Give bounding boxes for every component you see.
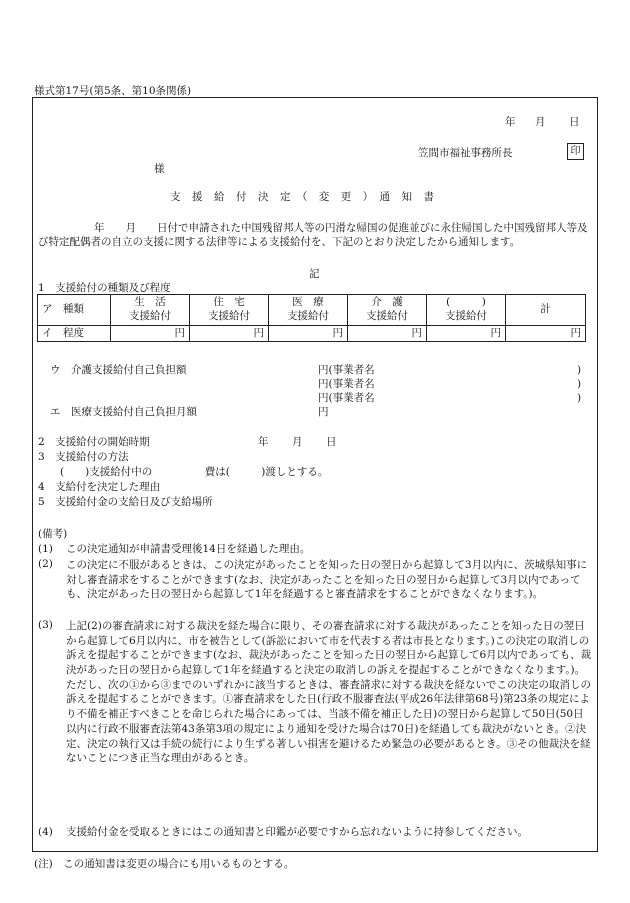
form-number-label: 様式第17号(第5条、第10条関係): [34, 85, 192, 97]
start-year: 年: [258, 436, 269, 448]
degree-total-yen: 円: [506, 326, 586, 342]
footnote: (注) この通知書は変更の場合にも用いるものとする。: [34, 858, 295, 870]
date-line: [505, 116, 580, 130]
col-living: 生 活 支援給付: [111, 295, 190, 326]
start-month: 月: [292, 436, 303, 448]
note-3: (3) 上記(2)の審査請求に対する裁決を経た場合に限り、その審査請求に対する裁決があったことを知った日の翌日から起算して6月以内に、市を被告として(訴訟において市を代表する者は市長となります。)この決定の取消しの訴えを提起することができます(なお、裁決があったことを知った日の翌日から起算して6月以内であっても、裁決があった日の翌日から起算して1年を経過すると決定の取消しの訴えを提起することができなくなります。)。ただし、次の①から③までのいずれかに該当するときは、審査請求に対する裁決を経ないでこの決定の取消しの訴えを提起することができます。①審査請求をした日(行政不服審査法(平成26年法律第68号)第23条の規定により不備を補正すべきことを命じられた場合にあっては、当該不備を補正した日)の翌日から起算して50日(50日以内に行政不服審査法第43条第3項の規定により通知を受けた場合は70日)を経過しても裁決がないとき。②決定、決定の執行又は手続の続行により生ずる著しい損害を避けるため緊急の必要があるとき。③その他裁決を経ないことにつき正当な理由があるとき。: [38, 619, 592, 765]
medical-copay-label: エ 医療支援給付自己負担月額: [50, 406, 197, 418]
ki-heading: 記: [309, 268, 320, 280]
col-medical: 医 療 支援給付: [269, 295, 348, 326]
section-3-label: 3 支援給付の方法: [38, 451, 129, 463]
col-housing: 住 宅 支援給付: [190, 295, 269, 326]
care-copay-label: ウ 介護支援給付自己負担額: [50, 364, 187, 376]
note-4: (4) 支援給付金を受取るときにはこの通知書と印鑑が必要ですから忘れないように持参してください。: [38, 826, 528, 838]
section-4-label: 4 支給付を決定した理由: [38, 481, 161, 493]
col-other: ( ) 支援給付: [427, 295, 506, 326]
col-total: 計: [506, 295, 586, 326]
benefit-table: [37, 294, 586, 342]
note-2: (2) この決定に不服があるときは、この決定があったことを知った日の翌日から起算して3月以内に、茨城県知事に対し審査請求をすることができます(なお、決定があったことを知った日の翌日から起算して3月以内であっても、決定があった日の翌日から起算して1年を経過すると審査請求をすることができなくなります。)。: [38, 558, 588, 601]
start-day: 日: [326, 436, 337, 448]
addressee-suffix: 様: [154, 163, 165, 175]
section-1-heading: 1 支援給付の種類及び程度: [38, 282, 171, 294]
note-1: (1) この決定通知が申請書受理後14日を経過した理由。: [38, 543, 311, 555]
care-row-1: 円(事業者名: [318, 364, 375, 376]
degree-care-yen: 円: [348, 326, 427, 342]
medical-copay-yen: 円: [318, 406, 329, 418]
date-month: 月: [535, 116, 546, 128]
date-year: 年: [505, 116, 516, 128]
degree-other-yen: 円: [427, 326, 506, 342]
care-row-3-close: ): [577, 392, 582, 404]
degree-housing-yen: 円: [190, 326, 269, 342]
care-row-3: 円(事業者名: [318, 392, 375, 404]
issuer-name: 笠間市福祉事務所長: [418, 147, 513, 159]
degree-medical-yen: 円: [269, 326, 348, 342]
col-care: 介 護 支援給付: [348, 295, 427, 326]
notes-heading: (備考): [38, 528, 68, 540]
seal-mark: 印: [567, 143, 584, 160]
document-title: 支 援 給 付 決 定 （ 変 更 ） 通 知 書: [170, 191, 435, 203]
row-type-label: ア 種類: [38, 295, 111, 326]
care-row-2-close: ): [577, 378, 582, 390]
date-day: 日: [569, 116, 580, 128]
care-row-2: 円(事業者名: [318, 378, 375, 390]
section-5-label: 5 支援給付金の支給日及び支給場所: [38, 496, 213, 508]
intro-paragraph: 年 月 日付で申請された中国残留邦人等の円滑な帰国の促進並びに永住帰国した中国残留邦人等及び特定配偶者の自立の支援に関する法律等による支援給付を、下記のとおり決定したから通知します。: [38, 222, 588, 249]
section-2-label: 2 支援給付の開始時期: [38, 436, 150, 448]
care-row-1-close: ): [577, 364, 582, 376]
degree-living-yen: 円: [111, 326, 190, 342]
section-3-detail: ( )支援給付中の 費は( )渡しとする。: [60, 466, 329, 478]
row-degree-label: イ 程度: [38, 326, 111, 342]
